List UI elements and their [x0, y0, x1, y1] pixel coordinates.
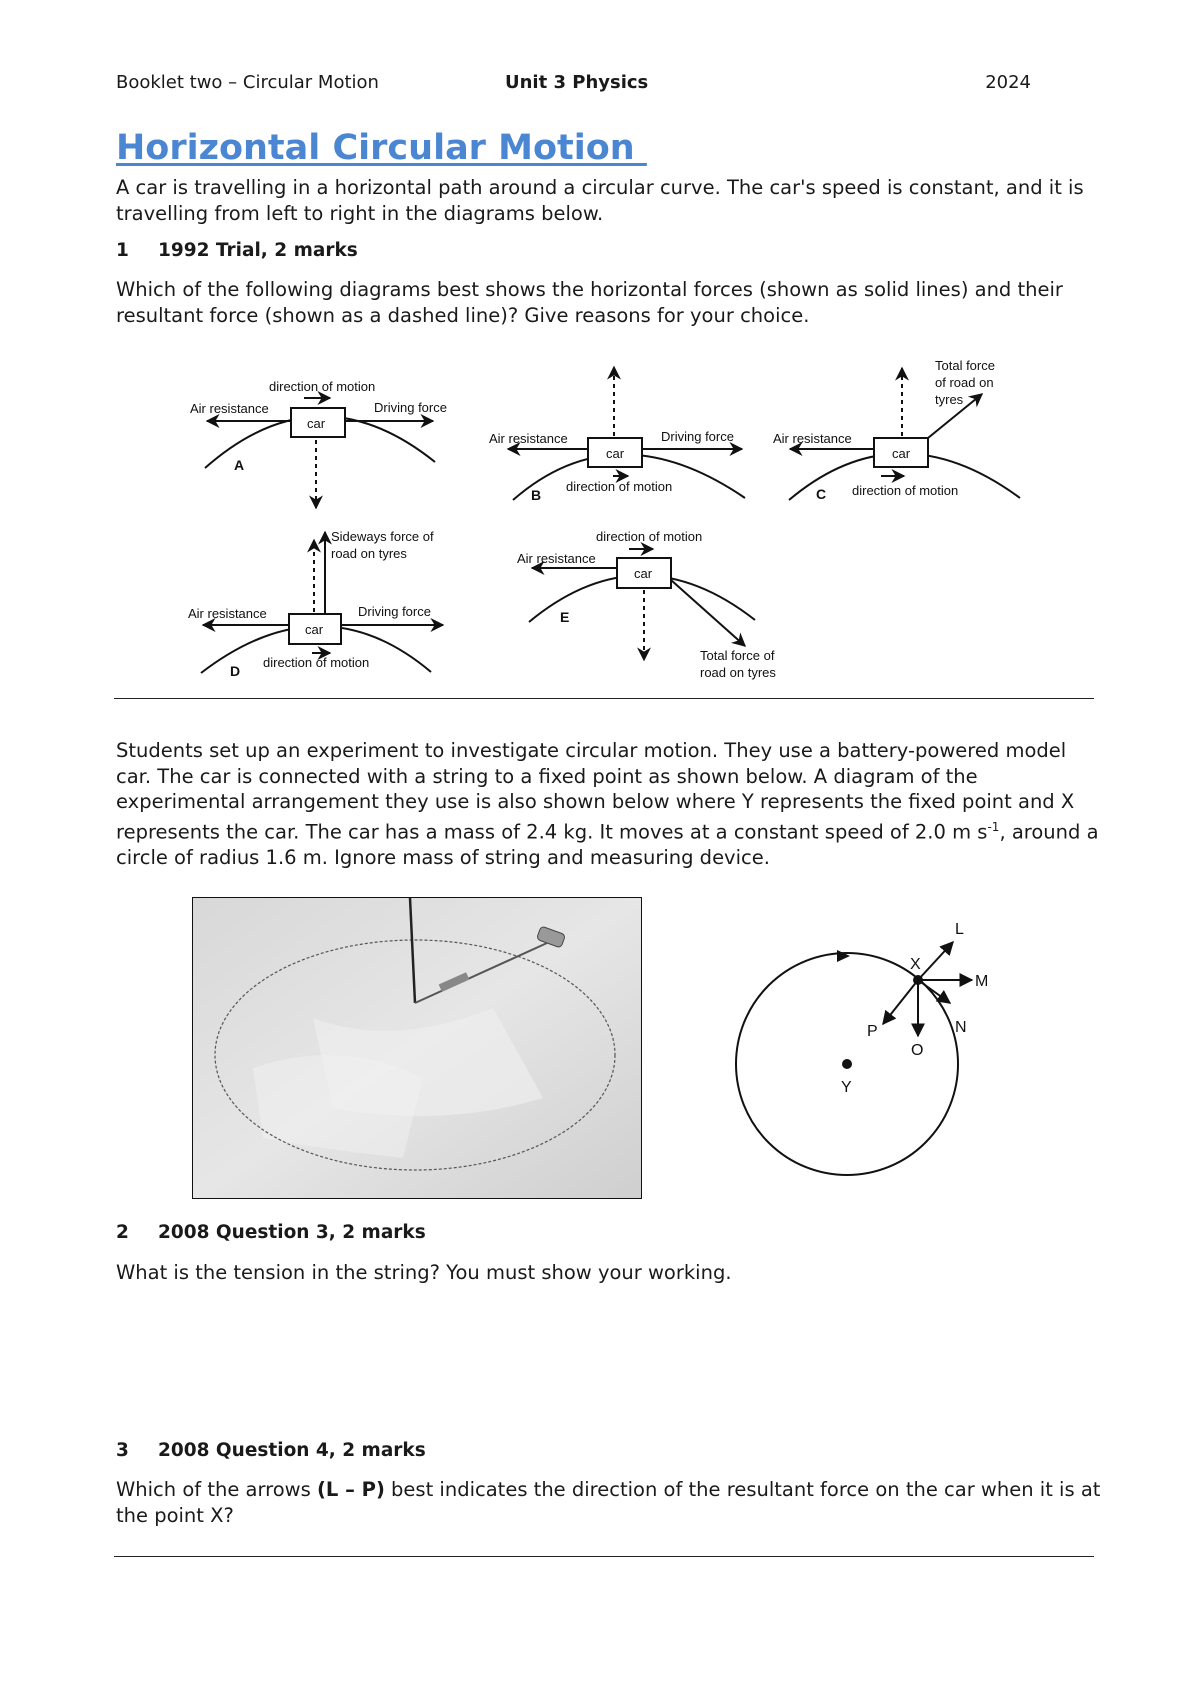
experiment-text-part1: Students set up an experiment to investigate circular motion. They use a battery-powered model car. The car is connected with a string to a fixed point as shown below. A diagram of the experimental arrangement they use is also shown below where Y represents the fixed point and X represents the car. The car has a mass of 2.4 kg. It moves at a constant speed of 2.0 m s: [116, 739, 1075, 843]
bottom-divider: [114, 1556, 1094, 1557]
label-x: X: [910, 956, 921, 973]
question-2-source: 2008 Question 3, 2 marks: [158, 1222, 426, 1243]
question-2-text: What is the tension in the string? You must show your working.: [116, 1261, 732, 1284]
air-label-d: Air resistance: [188, 606, 267, 621]
page-header: [116, 72, 1031, 96]
total-force-e-line2: road on tyres: [700, 665, 776, 680]
car-label-e: car: [633, 566, 653, 581]
motion-label-e: direction of motion: [596, 529, 703, 544]
question-1-number: 1: [116, 240, 129, 261]
header-unit: Unit 3 Physics: [505, 72, 649, 93]
arrow-l: [918, 942, 953, 980]
total-force-c-line1: Total force: [935, 358, 995, 373]
header-year: 2024: [985, 72, 1031, 93]
motion-label-d: direction of motion: [263, 655, 370, 670]
diagram-label-e: E: [560, 609, 570, 625]
sideways-force-line1: Sideways force of: [331, 529, 434, 544]
question-1-heading: [116, 240, 358, 261]
total-force-c-line3: tyres: [935, 392, 964, 407]
question-2-heading: [116, 1222, 426, 1243]
diagram-label-b: B: [531, 487, 542, 503]
question-3-text: [116, 1477, 1106, 1528]
circle-diagram: [700, 900, 1000, 1180]
question-3-source: 2008 Question 4, 2 marks: [158, 1440, 426, 1461]
label-p: P: [867, 1023, 878, 1040]
label-n: N: [955, 1019, 967, 1036]
experiment-paragraph: [116, 738, 1106, 870]
intro-paragraph: A car is travelling in a horizontal path around a circular curve. The car's speed is constant, and it is travelling from left to right in the diagrams below.: [116, 176, 1084, 225]
question-1-source: 1992 Trial, 2 marks: [158, 240, 358, 261]
label-o: O: [911, 1042, 924, 1059]
motion-label-b: direction of motion: [566, 479, 673, 494]
question-1-text: Which of the following diagrams best shows the horizontal forces (shown as solid lines) and their resultant force (shown as a dashed line)? Give reasons for your choice.: [116, 278, 1063, 327]
label-l: L: [955, 921, 964, 938]
arrow-n: [918, 980, 950, 1003]
question-3-heading: [116, 1440, 426, 1461]
label-y: Y: [841, 1079, 852, 1096]
experiment-text-part2: , around a circle of radius 1.6 m. Ignore mass of string and measuring device.: [116, 820, 1099, 869]
speed-unit-superscript: -1: [987, 819, 1000, 834]
section-divider: [114, 698, 1094, 699]
driving-label-d: Driving force: [358, 604, 431, 619]
total-force-e-line1: Total force of: [700, 648, 775, 663]
question-3-text-part2: best indicates the direction of the resultant force on the car when it is at the point X?: [116, 1478, 1101, 1527]
question-3-number: 3: [116, 1440, 129, 1461]
header-booklet-title: Booklet two – Circular Motion: [116, 72, 379, 93]
experiment-photo: [192, 897, 642, 1199]
question-3-arrow-range: (L – P): [316, 1478, 385, 1501]
air-label-a: Air resistance: [190, 401, 269, 416]
car-label-d: car: [304, 622, 324, 637]
driving-label-b: Driving force: [661, 429, 734, 444]
sideways-force-line2: road on tyres: [331, 546, 407, 561]
car-label-c: car: [891, 446, 911, 461]
diagram-label-a: A: [234, 457, 245, 473]
fixed-point-y: [842, 1059, 852, 1069]
air-label-e: Air resistance: [517, 551, 596, 566]
motion-label-c: direction of motion: [852, 483, 959, 498]
air-label-b: Air resistance: [489, 431, 568, 446]
driving-label-a: Driving force: [374, 400, 447, 415]
arrow-p: [883, 980, 918, 1024]
question-3-text-part1: Which of the arrows: [116, 1478, 317, 1501]
direction-arrowhead: [837, 950, 850, 962]
diagram-label-d: D: [230, 663, 241, 679]
motion-label-a: direction of motion: [269, 379, 376, 394]
air-label-c: Air resistance: [773, 431, 852, 446]
total-force-c-line2: of road on: [935, 375, 994, 390]
label-m: M: [975, 973, 989, 990]
page-title: Horizontal Circular Motion: [116, 128, 647, 168]
car-label-b: car: [605, 446, 625, 461]
force-diagrams: [0, 350, 1200, 690]
car-label-a: car: [306, 416, 326, 431]
question-2-number: 2: [116, 1222, 129, 1243]
diagram-label-c: C: [816, 486, 827, 502]
